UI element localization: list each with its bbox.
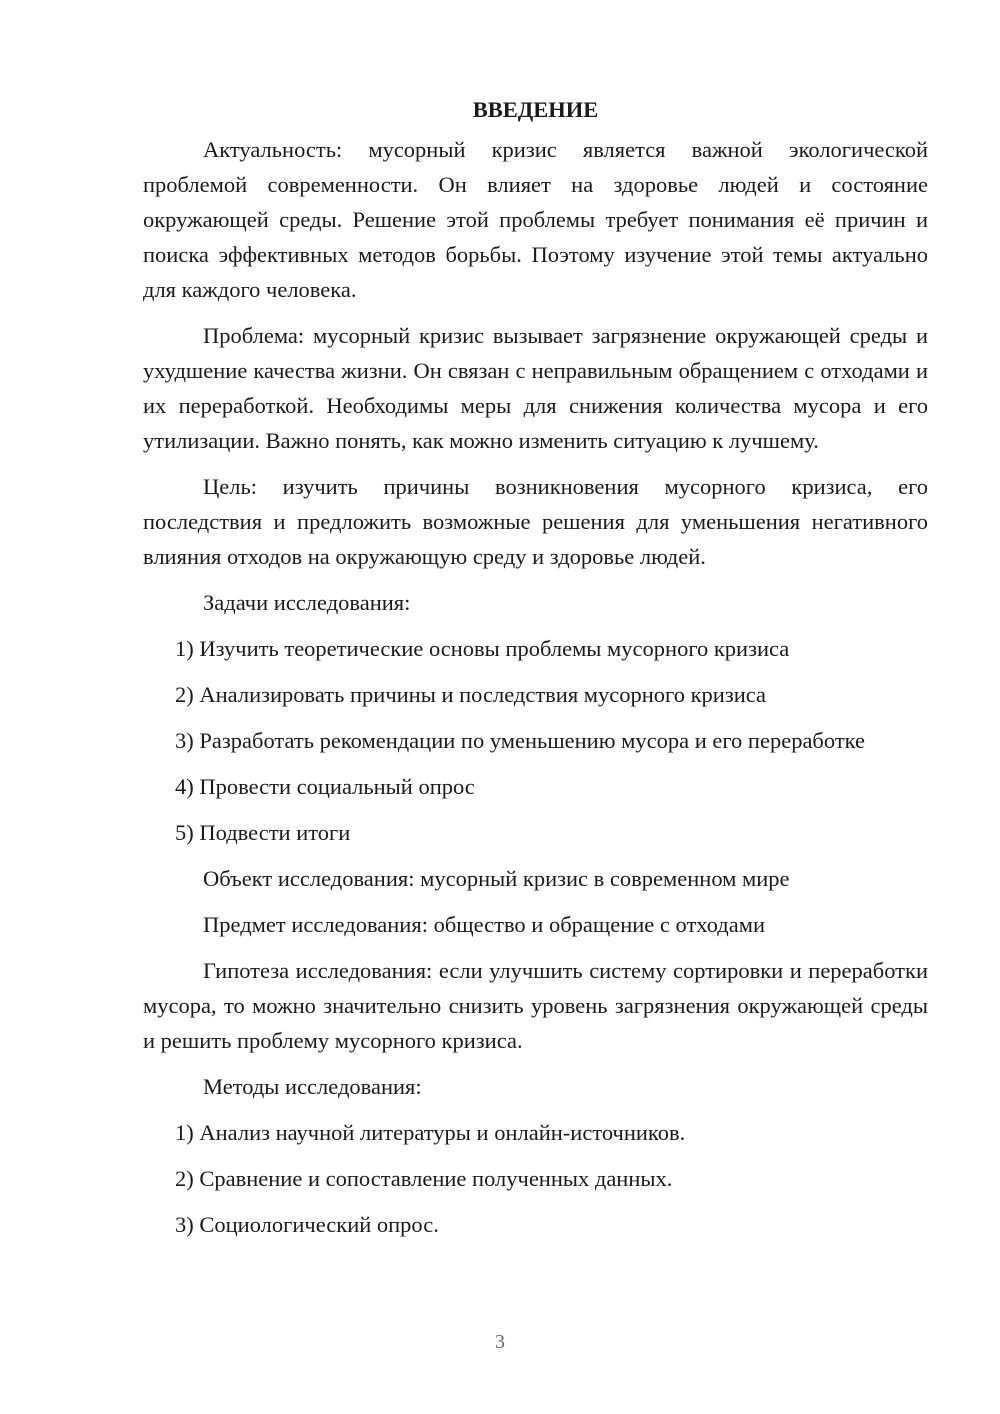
method-item-2: 2) Сравнение и сопоставление полученных данных. [175,1166,673,1191]
relevance-paragraph: Актуальность: мусорный кризис является важной экологической проблемой современности. Он влияет на здоровье людей и состояние окружающей среды. Решение этой проблемы требует понимания её причин и поиска эффективных методов борьбы. Поэтому изучение этой темы актуально для каждого человека. [143,137,928,302]
methods-heading: Методы исследования: [203,1074,422,1099]
task-item-1: 1) Изучить теоретические основы проблемы мусорного кризиса [175,636,790,661]
problem-paragraph: Проблема: мусорный кризис вызывает загрязнение окружающей среды и ухудшение качества жизни. Он связан с неправильным обращением с отходами и их переработкой. Необходимы меры для снижения количества мусора и его утилизации. Важно понять, как можно изменить ситуацию к лучшему. [143,323,928,453]
task-item-4: 4) Провести социальный опрос [175,774,475,799]
page-number: 3 [495,1331,505,1353]
task-item-5: 5) Подвести итоги [175,820,351,845]
goal-paragraph: Цель: изучить причины возникновения мусорного кризиса, его последствия и предложить возможные решения для уменьшения негативного влияния отходов на окружающую среду и здоровье людей. [143,474,928,569]
object-paragraph: Объект исследования: мусорный кризис в современном мире [203,866,790,891]
document-title: ВВЕДЕНИЕ [472,97,599,122]
method-item-3: 3) Социологический опрос. [175,1212,439,1237]
hypothesis-paragraph: Гипотеза исследования: если улучшить систему сортировки и переработки мусора, то можно значительно снизить уровень загрязнения окружающей среды и решить проблему мусорного кризиса. [143,958,928,1053]
tasks-heading: Задачи исследования: [203,590,411,615]
subject-paragraph: Предмет исследования: общество и обращение с отходами [203,912,766,937]
method-item-1: 1) Анализ научной литературы и онлайн-источников. [175,1120,686,1145]
document-page [143,92,928,1242]
task-item-2: 2) Анализировать причины и последствия мусорного кризиса [175,682,766,707]
task-item-3: 3) Разработать рекомендации по уменьшению мусора и его переработке [175,728,866,753]
